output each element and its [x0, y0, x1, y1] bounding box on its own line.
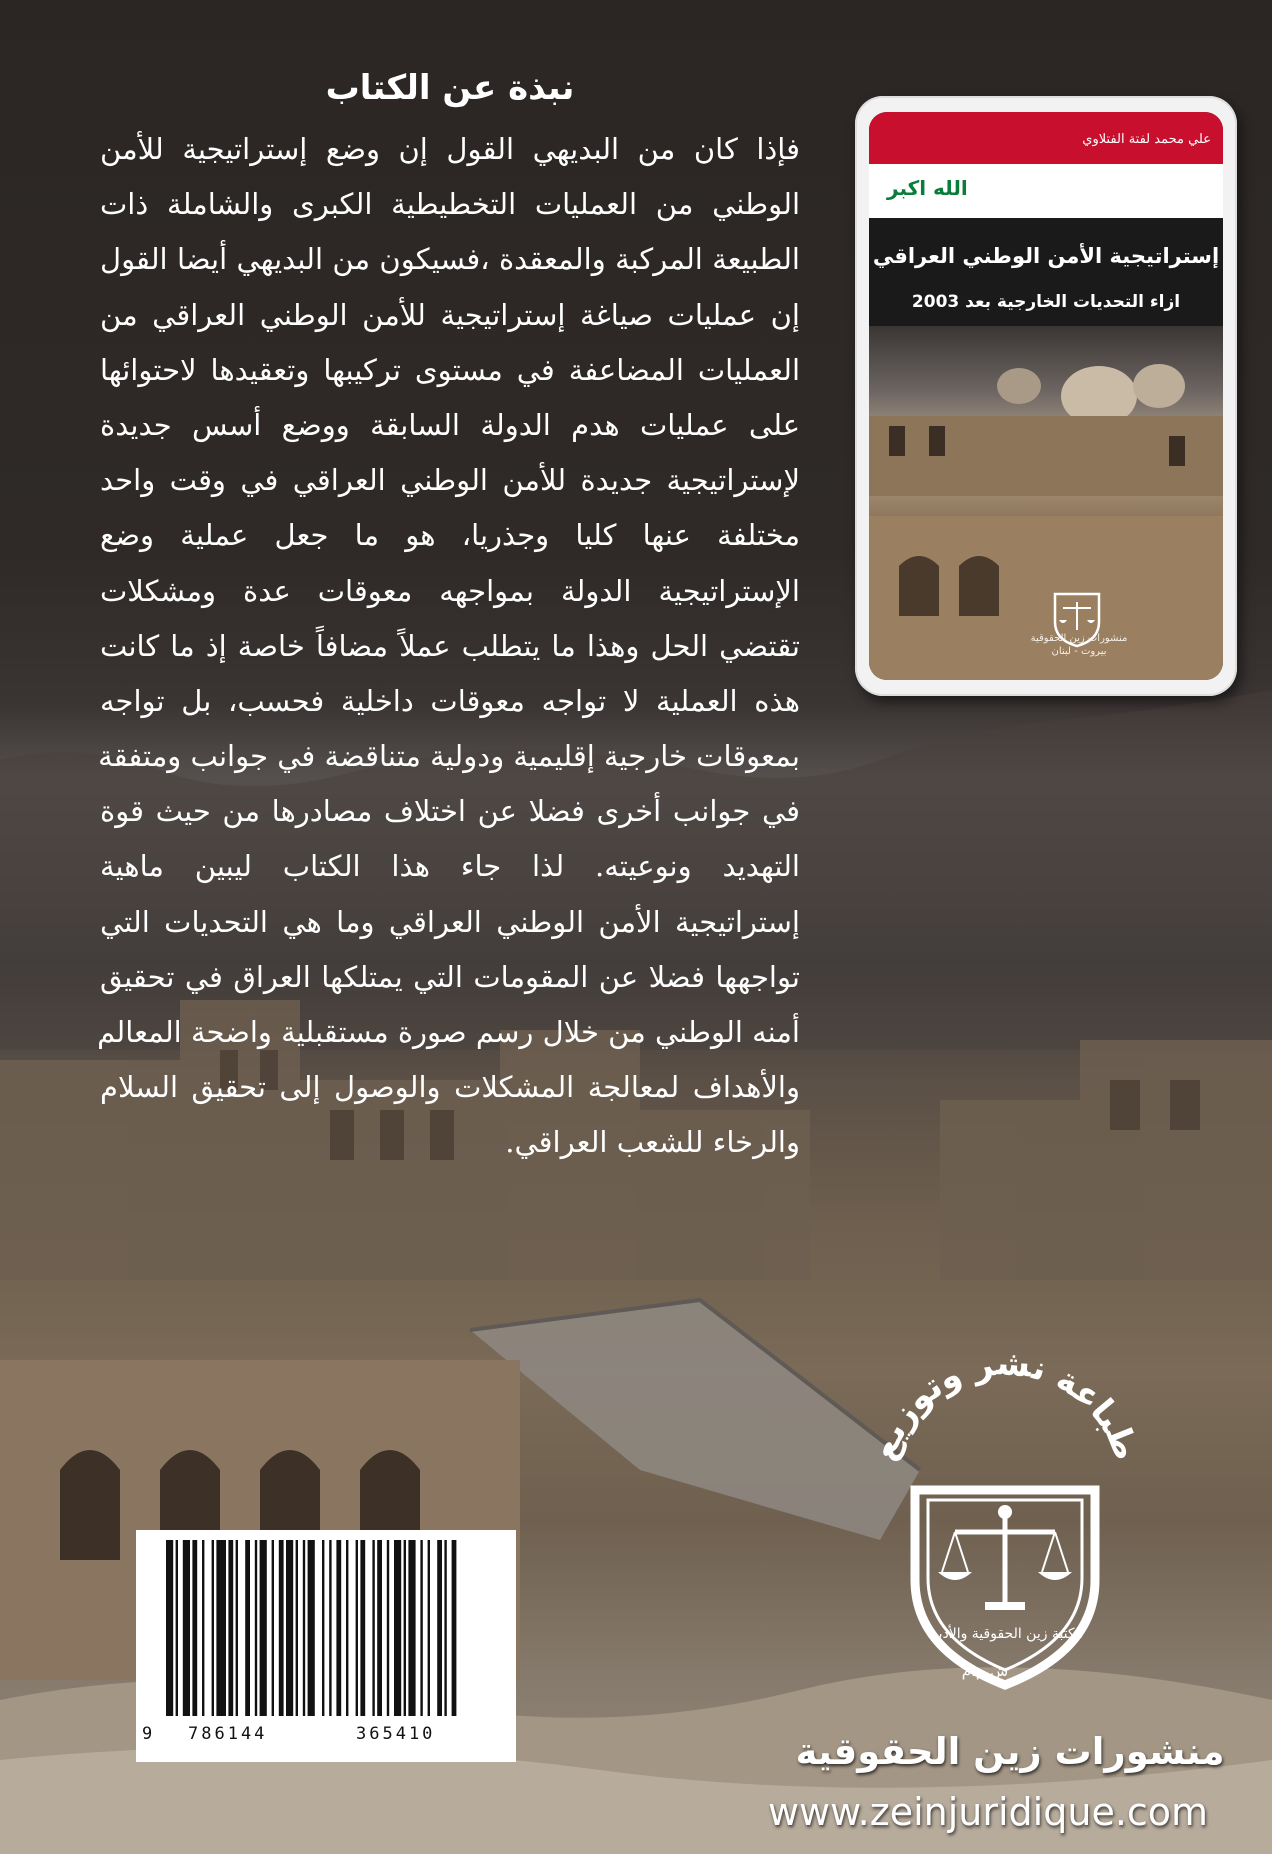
thumbnail-ruins-photo	[869, 326, 1223, 680]
svg-text:طباعة نشر وتوزيع	[864, 1343, 1147, 1465]
barcode-bar	[336, 1540, 341, 1716]
flag-takbir-script: الله اكبر	[887, 176, 968, 200]
barcode-bar	[377, 1540, 382, 1716]
thumbnail-author: علي محمد لفتة الفتلاوي	[1082, 132, 1211, 147]
barcode-bar	[260, 1540, 267, 1716]
blurb-line: أمنه الوطني من خلال رسم صورة مستقبلية واضحة المعالم	[97, 1015, 800, 1049]
barcode-bar	[322, 1540, 324, 1716]
barcode-bar	[420, 1540, 422, 1716]
front-cover-image	[869, 112, 1223, 680]
barcode-bar	[360, 1540, 365, 1716]
barcode-bar	[346, 1540, 348, 1716]
barcode-bar	[245, 1540, 250, 1716]
blurb-line: تقتضي الحل وهذا ما يتطلب عملاً مضافاً خاصة إذ ما كانت	[100, 628, 800, 663]
barcode-bar	[394, 1540, 401, 1716]
blurb-line: العمليات المضاعفة في مستوى تركيبها وتعقيدها لاحتوائها	[100, 352, 800, 387]
blurb-line: بمعوقات خارجية إقليمية ودولية متناقضة في جوانب ومتفقة	[98, 739, 800, 774]
blurb-line: فإذا كان من البديهي القول إن وضع إستراتيجية للأمن	[100, 132, 800, 166]
thumbnail-publisher-name: منشورات زين الحقوقية	[1030, 633, 1128, 644]
blurb-line: تواجهها فضلا عن المقومات التي يمتلكها العراق في تحقيق	[100, 959, 800, 994]
barcode-bar	[255, 1540, 257, 1716]
barcode-first-digit: 9	[142, 1724, 153, 1744]
barcode-bar	[202, 1540, 204, 1716]
barcode-bar	[303, 1540, 305, 1716]
blurb-line: لإستراتيجية جديدة للأمن الوطني العراقي في وقت واحد	[100, 463, 800, 498]
blurb-line: إن عمليات صياغة إستراتيجية للأمن الوطني العراقي من	[100, 297, 800, 332]
barcode-bar	[387, 1540, 389, 1716]
barcode-bar	[166, 1540, 173, 1716]
barcode-bar	[176, 1540, 178, 1716]
barcode-bar	[404, 1540, 406, 1716]
barcode-bar	[228, 1540, 233, 1716]
thumbnail-publisher-place: بيروت - لبنان	[1051, 646, 1107, 657]
blurb-line: التهديد ونوعيته. لذا جاء هذا الكتاب ليبين ماهية	[100, 849, 800, 884]
isbn-barcode	[136, 1530, 516, 1762]
blurb-line: إستراتيجية الأمن الوطني العراقي وما هي التحديات التي	[100, 904, 800, 939]
barcode-bar	[356, 1540, 358, 1716]
blurb-line: في جوانب أخرى فضلا عن اختلاف مصادرها من حيث قوة	[100, 794, 800, 829]
barcode-bar	[308, 1540, 315, 1716]
blurb-line: والرخاء للشعب العراقي.	[505, 1125, 800, 1160]
thumbnail-publisher	[1019, 632, 1139, 658]
barcode-bar	[296, 1540, 298, 1716]
barcode-bar	[279, 1540, 284, 1716]
barcode-bar	[444, 1540, 446, 1716]
thumbnail-title: إستراتيجية الأمن الوطني العراقي	[872, 244, 1220, 268]
barcode-bar	[212, 1540, 214, 1716]
barcode-bar	[428, 1540, 430, 1716]
barcode-bar	[236, 1540, 238, 1716]
thumbnail-subtitle: ازاء التحديات الخارجية بعد 2003	[911, 292, 1181, 312]
barcode-bar	[408, 1540, 415, 1716]
barcode-bar	[183, 1540, 190, 1716]
barcode-bar	[216, 1540, 226, 1716]
blurb-line: على عمليات هدم الدولة السابقة ووضع أسس جديدة	[100, 407, 800, 442]
blurb-line: مختلفة عنها كليا وجذريا، هو ما جعل عملية وضع	[100, 518, 800, 553]
logo-inner-text: مكتبة زين الحقوقية والأدبية	[926, 1626, 1084, 1642]
barcode-bars	[146, 1540, 506, 1722]
barcode-bar	[192, 1540, 197, 1716]
logo-arc-text: طباعة نشر وتوزيع	[863, 1343, 1147, 1466]
blurb-line: الوطني من العمليات التخطيطية الكبرى والشاملة ذات	[100, 187, 800, 222]
blurb-line: الإستراتيجية الدولة بمواجهه معوقات عدة ومشكلات	[100, 573, 800, 608]
barcode-digit-group-1: 786144	[188, 1724, 268, 1744]
blurb-line: الطبيعة المركبة والمعقدة ،فسيكون من البديهي أيضا القول	[100, 242, 800, 277]
barcode-bar	[372, 1540, 374, 1716]
barcode-bar	[329, 1540, 331, 1716]
barcode-bar	[272, 1540, 274, 1716]
barcode-bar	[452, 1540, 457, 1716]
barcode-bar	[437, 1540, 442, 1716]
blurb-line: هذه العملية لا تواجه معوقات داخلية فحسب، بل تواجه	[100, 683, 800, 718]
front-cover-thumbnail	[855, 96, 1237, 696]
publisher-name: منشورات زين الحقوقية	[795, 1730, 1225, 1773]
blurb-title: نبذة عن الكتاب	[325, 68, 575, 108]
barcode-digit-group-2: 365410	[356, 1724, 436, 1744]
blurb-text	[97, 122, 800, 1171]
logo-bottom-text: ش.م.م	[961, 1662, 1009, 1680]
barcode-bar	[286, 1540, 293, 1716]
publisher-logo-icon	[860, 1340, 1150, 1700]
blurb-line: والأهداف لمعالجة المشكلات والوصول إلى تحقيق السلام	[100, 1070, 800, 1105]
thumbnail-ruins-illustration	[869, 326, 1223, 680]
publisher-website: www.zeinjuridique.com	[767, 1790, 1209, 1834]
